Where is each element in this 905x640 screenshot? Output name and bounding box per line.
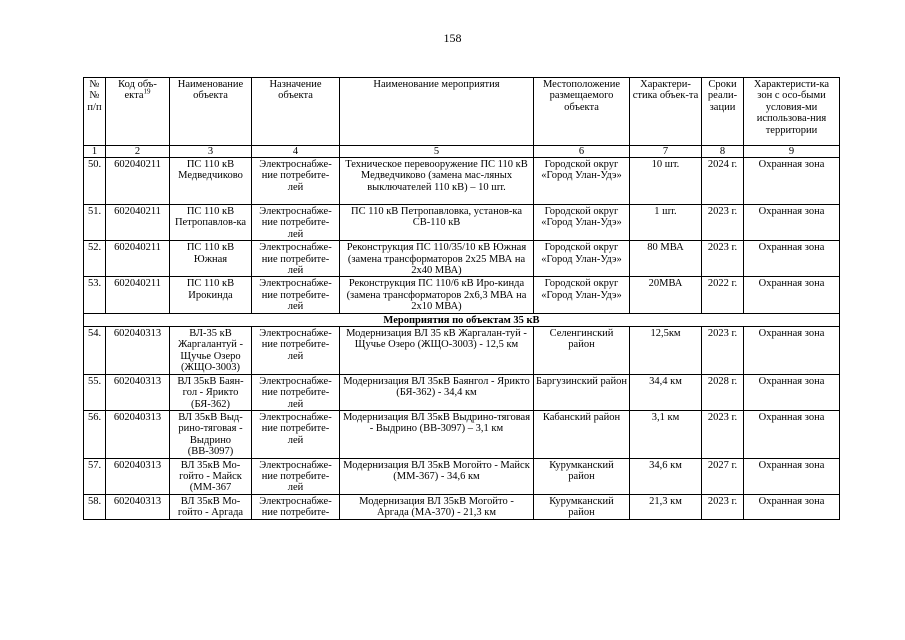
header-col-2: Код объ-екта$^{19}$ <box>106 78 170 146</box>
measure-name: ПС 110 кВ Петропавловка, установ-ка СВ-110 кВ <box>340 205 534 241</box>
row-number: 57. <box>84 458 106 494</box>
object-name: ВЛ 35кВ Баян-гол - Ярикто (БЯ-362) <box>170 374 252 410</box>
object-location: Городской округ «Город Улан-Удэ» <box>534 205 630 241</box>
implementation-term: 2023 г. <box>702 494 744 519</box>
column-number: 8 <box>702 146 744 158</box>
object-location: Селенгинский район <box>534 327 630 375</box>
column-number: 5 <box>340 146 534 158</box>
measures-table <box>83 77 840 520</box>
object-characteristic: 20МВА <box>630 277 702 313</box>
header-col-7: Характери-стика объек-та <box>630 78 702 146</box>
object-name: ПС 110 кВ Петропавлов-ка <box>170 205 252 241</box>
header-col-5: Наименование мероприятия <box>340 78 534 146</box>
object-code: 602040313 <box>106 327 170 375</box>
column-number: 3 <box>170 146 252 158</box>
object-location: Городской округ «Город Улан-Удэ» <box>534 241 630 277</box>
measure-name: Модернизация ВЛ 35кВ Выдрино-тяговая - Выдрино (ВВ-3097) – 3,1 км <box>340 410 534 458</box>
header-col-4: Назначение объекта <box>252 78 340 146</box>
section-row <box>84 313 840 326</box>
object-purpose: Электроснабже-ние потребите-лей <box>252 327 340 375</box>
row-number: 54. <box>84 327 106 375</box>
header-col-6: Местоположение размещаемого объекта <box>534 78 630 146</box>
implementation-term: 2023 г. <box>702 410 744 458</box>
object-purpose: Электроснабже-ние потребите-лей <box>252 458 340 494</box>
table-row <box>84 277 840 313</box>
header-col-3: Наименование объекта <box>170 78 252 146</box>
object-location: Городской округ «Город Улан-Удэ» <box>534 158 630 205</box>
object-characteristic: 34,4 км <box>630 374 702 410</box>
implementation-term: 2023 г. <box>702 205 744 241</box>
table-row <box>84 158 840 205</box>
object-location: Курумканский район <box>534 494 630 519</box>
table-row <box>84 327 840 375</box>
object-name: ВЛ 35кВ Мо-гойто - Аргада <box>170 494 252 519</box>
object-code: 602040211 <box>106 205 170 241</box>
object-code: 602040313 <box>106 374 170 410</box>
measure-name: Модернизация ВЛ 35кВ Баянгол - Ярикто (БЯ-362) - 34,4 км <box>340 374 534 410</box>
measure-name: Реконструкция ПС 110/35/10 кВ Южная (замена трансформаторов 2х25 МВА на 2х40 МВА) <box>340 241 534 277</box>
implementation-term: 2024 г. <box>702 158 744 205</box>
section-title: Мероприятия по объектам 35 кВ <box>84 313 840 326</box>
object-code: 602040211 <box>106 241 170 277</box>
object-code: 602040313 <box>106 458 170 494</box>
table-row <box>84 410 840 458</box>
object-purpose: Электроснабже-ние потребите-лей <box>252 158 340 205</box>
column-number: 9 <box>744 146 840 158</box>
column-number: 6 <box>534 146 630 158</box>
object-code: 602040313 <box>106 494 170 519</box>
object-purpose: Электроснабже-ние потребите-лей <box>252 374 340 410</box>
object-code: 602040211 <box>106 277 170 313</box>
object-purpose: Электроснабже-ние потребите-лей <box>252 410 340 458</box>
implementation-term: 2023 г. <box>702 241 744 277</box>
table-row <box>84 241 840 277</box>
object-code: 602040211 <box>106 158 170 205</box>
zone-characteristic: Охранная зона <box>744 458 840 494</box>
object-name: ПС 110 кВ Медведчиково <box>170 158 252 205</box>
zone-characteristic: Охранная зона <box>744 205 840 241</box>
implementation-term: 2027 г. <box>702 458 744 494</box>
object-name: ВЛ 35кВ Выд-рино-тяговая - Выдрино (ВВ-3097) <box>170 410 252 458</box>
object-location: Кабанский район <box>534 410 630 458</box>
row-number: 50. <box>84 158 106 205</box>
object-location: Баргузинский район <box>534 374 630 410</box>
zone-characteristic: Охранная зона <box>744 494 840 519</box>
object-characteristic: 12,5км <box>630 327 702 375</box>
implementation-term: 2028 г. <box>702 374 744 410</box>
measure-name: Техническое перевооружение ПС 110 кВ Медведчиково (замена мас-ляных выключателей 110 кВ) – 10 шт. <box>340 158 534 205</box>
object-characteristic: 10 шт. <box>630 158 702 205</box>
object-purpose: Электроснабже-ние потребите- <box>252 494 340 519</box>
implementation-term: 2022 г. <box>702 277 744 313</box>
measure-name: Модернизация ВЛ 35кВ Могойто - Аргада (МА-370) - 21,3 км <box>340 494 534 519</box>
object-name: ПС 110 кВ Ирокинда <box>170 277 252 313</box>
table-row <box>84 374 840 410</box>
column-number: 1 <box>84 146 106 158</box>
object-name: ПС 110 кВ Южная <box>170 241 252 277</box>
header-col-8: Сроки реали-зации <box>702 78 744 146</box>
zone-characteristic: Охранная зона <box>744 241 840 277</box>
object-name: ВЛ 35кВ Мо-гойто - Майск (ММ-367 <box>170 458 252 494</box>
table-body <box>84 146 840 520</box>
zone-characteristic: Охранная зона <box>744 374 840 410</box>
implementation-term: 2023 г. <box>702 327 744 375</box>
footnote-ref: 19 <box>143 87 151 96</box>
measure-name: Модернизация ВЛ 35 кВ Жаргалан-туй - Щучье Озеро (ЖЩО-3003) - 12,5 км <box>340 327 534 375</box>
zone-characteristic: Охранная зона <box>744 410 840 458</box>
page-number: 158 <box>443 31 462 45</box>
column-number: 4 <box>252 146 340 158</box>
zone-characteristic: Охранная зона <box>744 277 840 313</box>
row-number: 53. <box>84 277 106 313</box>
zone-characteristic: Охранная зона <box>744 158 840 205</box>
object-purpose: Электроснабже-ние потребите-лей <box>252 277 340 313</box>
object-characteristic: 34,6 км <box>630 458 702 494</box>
object-characteristic: 3,1 км <box>630 410 702 458</box>
column-number: 7 <box>630 146 702 158</box>
object-characteristic: 21,3 км <box>630 494 702 519</box>
object-name: ВЛ-35 кВ Жаргалантуй - Щучье Озеро (ЖЩО-3003) <box>170 327 252 375</box>
table-row <box>84 494 840 519</box>
row-number: 58. <box>84 494 106 519</box>
measure-name: Модернизация ВЛ 35кВ Могойто - Майск (ММ-367) - 34,6 км <box>340 458 534 494</box>
table-row <box>84 458 840 494</box>
object-purpose: Электроснабже-ние потребите-лей <box>252 205 340 241</box>
table-header <box>84 78 840 146</box>
header-col-9: Характеристи-ка зон с осо-быми условия-ми использова-ния территории <box>744 78 840 146</box>
object-characteristic: 80 МВА <box>630 241 702 277</box>
object-purpose: Электроснабже-ние потребите-лей <box>252 241 340 277</box>
object-location: Курумканский район <box>534 458 630 494</box>
row-number: 56. <box>84 410 106 458</box>
zone-characteristic: Охранная зона <box>744 327 840 375</box>
measure-name: Реконструкция ПС 110/6 кВ Иро-кинда (замена трансформаторов 2х6,3 МВА на 2х10 МВА) <box>340 277 534 313</box>
row-number: 55. <box>84 374 106 410</box>
column-number: 2 <box>106 146 170 158</box>
table-row <box>84 205 840 241</box>
row-number: 52. <box>84 241 106 277</box>
object-characteristic: 1 шт. <box>630 205 702 241</box>
object-code: 602040313 <box>106 410 170 458</box>
column-number-row <box>84 146 840 158</box>
header-col-1: № № п/п <box>84 78 106 146</box>
object-location: Городской округ «Город Улан-Удэ» <box>534 277 630 313</box>
row-number: 51. <box>84 205 106 241</box>
